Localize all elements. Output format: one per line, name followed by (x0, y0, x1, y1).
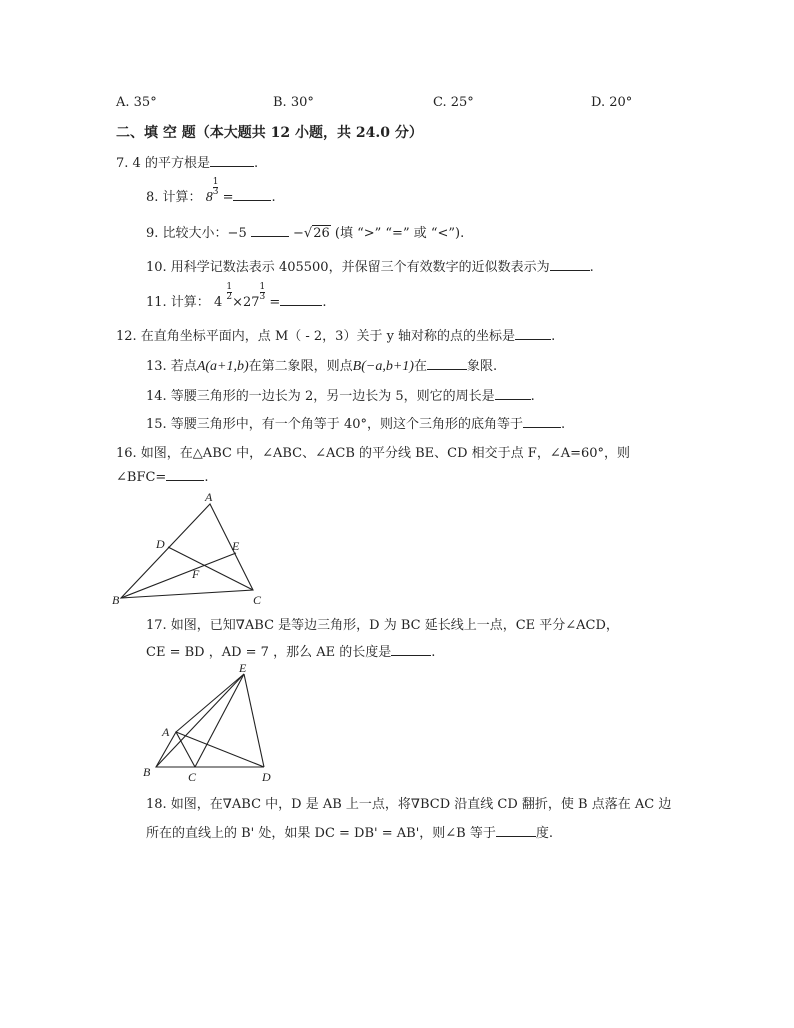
option-d: D. 20° (591, 95, 633, 110)
question-14-text: 14. 等腰三角形的一边长为 2，另一边长为 5，则它的周长是 (146, 389, 495, 404)
question-11: 11. 计算： 4 $\frac{1}{2}$ ×27 $\frac{1}{3}$ = . (146, 282, 327, 310)
exponent-fraction: $\frac{1}{3}$ (212, 177, 219, 197)
answer-blank (495, 387, 531, 400)
segment-ae (176, 674, 244, 732)
answer-blank (233, 188, 271, 201)
figure-17-triangles (140, 660, 285, 785)
question-18-line1: 18. 如图，在∇ABC 中，D 是 AB 上一点，将∇BCD 沿直线 CD 翻折，使 B 点落在 AC 边 (146, 797, 672, 812)
option-a: A. 35° (116, 95, 157, 110)
question-15-text: 15. 等腰三角形中，有一个角等于 40°，则这个三角形的底角等于 (146, 417, 523, 432)
question-12: 12. 在直角坐标平面内，点 M（ - 2，3）关于 y 轴对称的点的坐标是 . (116, 329, 556, 344)
answer-blank (496, 824, 536, 837)
answer-blank (166, 468, 204, 481)
question-10-text: 10. 用科学记数法表示 405500，并保留三个有效数字的近似数表示为 (146, 260, 550, 275)
label-d: D (262, 770, 271, 784)
segment-be (156, 674, 244, 767)
question-14: 14. 等腰三角形的一边长为 2，另一边长为 5，则它的周长是 . (146, 389, 535, 404)
question-8: 8. 计算： 8 $\frac{1}{3}$ = . (146, 177, 276, 205)
answer-blank (210, 154, 254, 167)
label-a: A (162, 725, 170, 739)
option-b: B. 30° (273, 95, 314, 110)
question-13: 13. 若点A(a+1,b)在第二象限，则点B(−a,b+1)在 象限. (146, 359, 498, 374)
segment-ce (195, 674, 244, 767)
question-9: 9. 比较大小：−5 −√26 (填 “>” “=” 或 “<”). (146, 226, 465, 241)
question-18-line2: 所在的直线上的 B' 处，如果 DC = DB' = AB'，则∠B 等于 度. (146, 826, 553, 841)
option-c: C. 25° (433, 95, 474, 110)
label-c: C (188, 770, 197, 784)
exponent-fraction: $\frac{1}{2}$ (226, 282, 233, 302)
label-e: E (239, 661, 247, 675)
exponent-fraction: $\frac{1}{3}$ (259, 282, 266, 302)
bisector-cd (168, 547, 253, 590)
question-15: 15. 等腰三角形中，有一个角等于 40°，则这个三角形的底角等于 . (146, 417, 566, 432)
label-b: B (112, 593, 120, 607)
label-b: B (143, 765, 151, 779)
answer-blank (391, 643, 431, 656)
question-8-text: 8. 计算： (146, 190, 202, 205)
label-d: D (156, 537, 165, 551)
answer-blank (550, 258, 590, 271)
question-11-text: 11. 计算： (146, 295, 210, 310)
segment-ed (244, 674, 264, 767)
segment-ad (176, 732, 264, 767)
bisector-be (121, 553, 236, 598)
label-c: C (253, 593, 262, 607)
figure-16-triangle (110, 490, 280, 610)
question-9-text: 9. 比较大小： (146, 226, 228, 241)
section-heading: 二、填 空 题（本大题共 12 小题，共 24.0 分） (116, 125, 423, 141)
question-7-text: 7. 4 的平方根是 (116, 156, 210, 171)
sqrt-symbol: √ (303, 226, 313, 241)
question-16-line1: 16. 如图，在△ABC 中，∠ABC、∠ACB 的平分线 BE、CD 相交于点 F，∠A=60°，则 (116, 446, 631, 461)
label-a: A (205, 490, 213, 504)
label-f: F (192, 567, 200, 581)
question-17-line1: 17. 如图，已知∇ABC 是等边三角形，D 为 BC 延长线上一点，CE 平分∠ACD， (146, 618, 619, 633)
answer-blank (251, 224, 289, 237)
question-16-line2: ∠BFC= . (116, 470, 209, 485)
label-e: E (232, 539, 240, 553)
answer-blank (523, 415, 561, 428)
question-12-text: 12. 在直角坐标平面内，点 M（ - 2，3）关于 y 轴对称的点的坐标是 (116, 329, 516, 344)
answer-blank (280, 293, 322, 306)
question-10: 10. 用科学记数法表示 405500，并保留三个有效数字的近似数表示为 . (146, 260, 594, 275)
question-17-line2: CE = BD ，AD = 7 ，那么 AE 的长度是 . (146, 645, 436, 660)
question-7: 7. 4 的平方根是 . (116, 156, 259, 171)
answer-blank (515, 327, 551, 340)
answer-blank (427, 357, 467, 370)
